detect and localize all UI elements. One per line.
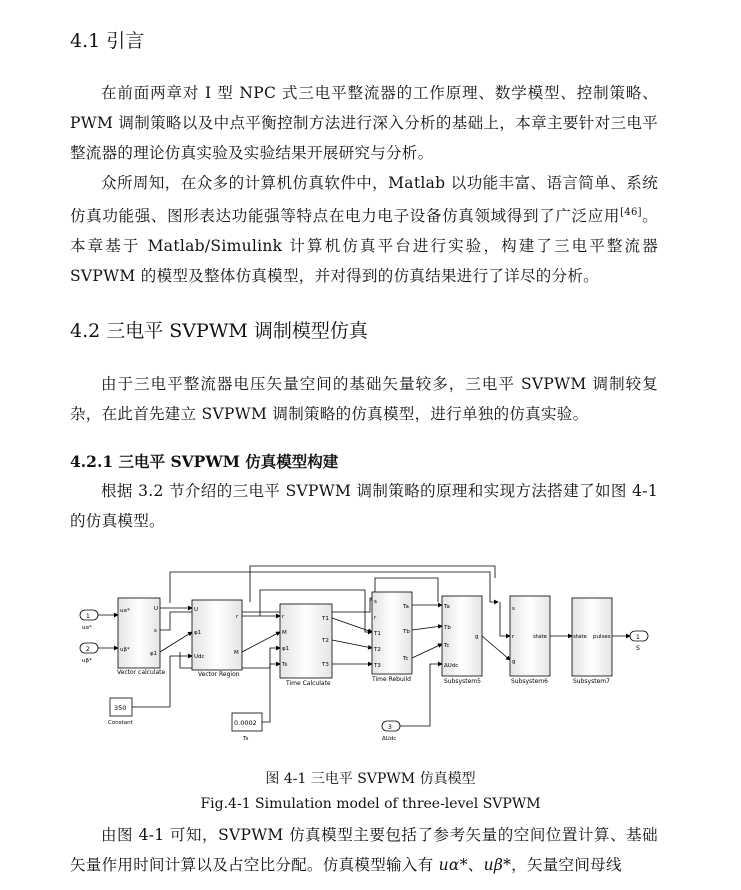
port-label: r [374,615,377,621]
port-label: Ta [403,604,409,610]
port-label: uβ* [120,647,130,653]
paragraph-text: 由于三电平整流器电压矢量空间的基础矢量较多，三电平 SVPWM 调制较复杂，在此首先建立 SVPWM 调制策略的仿真模型，进行单独的仿真实验。 [70,375,658,423]
simulink-diagram [70,560,670,750]
block-subsystem5[interactable] [442,596,482,685]
port-label: φ1 [282,646,290,652]
paragraph-text: 根据 3.2 节介绍的三电平 SVPWM 调制策略的原理和实现方法搭建了如图 4-1 的仿真模型。 [70,482,658,530]
paragraph-intro-1 [70,78,658,168]
separator: 、 [467,856,484,874]
port-label: s [512,606,515,612]
constant-value: 0.0002 [234,719,257,727]
citation-ref[interactable]: [46] [620,207,642,218]
port-label: φ1 [194,630,202,636]
port-label: φ1 [150,651,158,657]
block-name: Subsystem7 [573,678,610,685]
inport-2[interactable] [80,643,98,664]
port-label: ΔUdc [444,663,459,669]
port-number: 1 [86,613,90,620]
outport-1[interactable] [630,631,648,652]
port-label: g [512,659,516,665]
block-name: Time Calculate [286,680,331,687]
port-label: Tb [444,625,451,631]
block-name: Time Rebuild [372,676,411,683]
port-label: U [194,607,199,613]
inport-1[interactable] [80,610,98,631]
block-subsystem6[interactable] [510,596,550,685]
block-time-rebuild[interactable] [371,592,412,683]
port-name: uα* [82,625,92,631]
paragraph-text: 在前面两章对 I 型 NPC 式三电平整流器的工作原理、数学模型、控制策略、PWM 调制策略以及中点平衡控制方法进行深入分析的基础上，本章主要针对三电平整流器的理论仿真实验及实验结果开展研究与分析。 [70,84,658,162]
port-label: Tc [444,643,450,649]
figure-caption-en: Fig.4-1 Simulation model of three-level SVPWM [200,796,541,812]
port-label: g [475,634,479,640]
port-label: r [282,614,285,620]
port-label: s [154,628,157,634]
port-number: 2 [86,646,90,653]
block-vector-calculate[interactable] [117,598,165,676]
port-label: T3 [374,663,381,669]
port-label: uα* [120,608,130,614]
paragraph-text: ，矢量空间母线 [511,856,622,874]
port-label: Ts [282,662,288,668]
port-label: r [512,634,515,640]
block-ts[interactable] [232,713,262,742]
block-name: Vector calculate [117,669,166,676]
port-label: T2 [374,647,381,653]
port-label: T1 [322,616,329,622]
port-label: state [573,634,587,640]
section-heading-4-2-1: 4.2.1 三电平 SVPWM 仿真模型构建 [70,452,339,471]
port-label: M [282,630,287,636]
block-name: Subsystem5 [444,678,481,685]
port-name: uβ* [82,658,92,664]
port-number: 1 [636,634,640,641]
port-name: ΔUdc [382,736,397,742]
math-u-alpha: uα* [438,856,468,874]
math-u-beta: uβ* [483,856,512,874]
port-label: T3 [322,662,329,668]
block-name: Subsystem6 [511,678,548,685]
port-label: Tb [403,629,410,635]
port-label: Ta [444,604,450,610]
figure-caption-cn: 图 4-1 三电平 SVPWM 仿真模型 [265,771,476,787]
port-label: T2 [322,638,329,644]
port-label: M [234,650,239,656]
paragraph-text: 众所周知，在众多的计算机仿真软件中，Matlab 以功能丰富、语言简单、系统仿真功能强、图形表达功能强等特点在电力电子设备仿真领域得到了广泛应用 [70,174,658,226]
block-vector-region[interactable] [192,600,242,678]
port-label: T1 [374,631,381,637]
paragraph-intro-2 [70,168,658,291]
paragraph-after-figure [70,820,658,880]
port-label: Tc [403,656,409,662]
port-label: Udc [194,654,205,660]
section-heading-4-2: 4.2 三电平 SVPWM 调制模型仿真 [70,320,368,342]
port-name: S [636,645,640,652]
port-label: r [236,614,239,620]
inport-3[interactable] [382,721,400,742]
block-name: Vector Region [198,671,240,678]
port-number: 3 [388,724,392,731]
paragraph-4-2-1 [70,476,658,536]
port-label: state [533,634,547,640]
constant-value: 350 [114,704,127,712]
block-constant[interactable] [108,698,134,726]
paragraph-4-2 [70,369,658,429]
paragraph-text: 由图 4-1 可知，SVPWM 仿真模型主要包括了参考矢量的空间位置计算、基础矢量作用时间计算以及占空比分配。仿真模型输入有 [70,826,658,874]
block-time-calculate[interactable] [280,604,332,687]
paragraph-text: 。本章基于 Matlab/Simulink 计算机仿真平台进行实验，构建了三电平整流器 SVPWM 的模型及整体仿真模型，并对得到的仿真结果进行了详尽的分析。 [70,207,658,286]
port-label: s [374,599,377,605]
section-heading-4-1: 4.1 引言 [70,30,145,52]
port-label: U [154,606,159,612]
block-name: Ts [243,736,249,742]
block-subsystem7[interactable] [572,598,612,685]
port-label: pulses [593,634,611,640]
block-name: Constant [108,720,133,726]
